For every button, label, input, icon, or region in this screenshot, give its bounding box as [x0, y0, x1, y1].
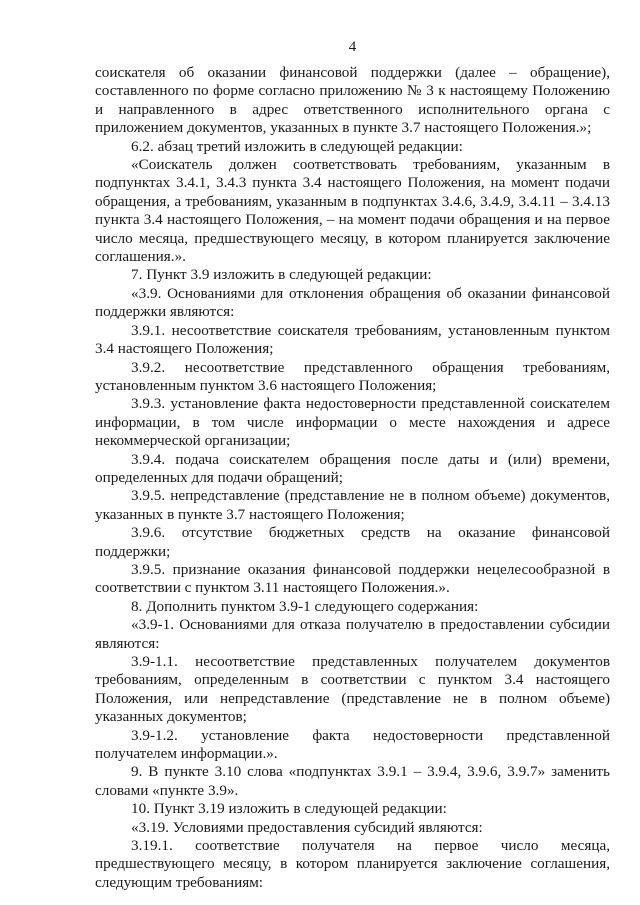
paragraph: 3.9.5. признание оказания финансовой поддержки нецелесообразной в соответствии с пунктом 3.11 настоящего Положения.».: [95, 560, 610, 597]
page-number: 4: [348, 39, 357, 55]
paragraph: 3.9-1.1. несоответствие представленных получателем документов требованиям, определенным в соответствии с пунктом 3.4 настоящего Положения, или непредставление (представление не в полном объеме) указанных документов;: [95, 653, 610, 726]
paragraph: «3.9. Основаниями для отклонения обращения об оказании финансовой поддержки являются:: [95, 284, 610, 321]
paragraph: 3.9.5. непредставление (представление не в полном объеме) документов, указанных в пункте 3.7 настоящего Положения;: [95, 487, 610, 523]
paragraph: 3.9.3. установление факта недостоверности представленной соискателем информации, в том числе информации о месте нахождения и адресе некоммерческой организации;: [95, 395, 610, 450]
paragraph: 9. В пункте 3.10 слова «подпунктах 3.9.1 – 3.9.4, 3.9.6, 3.9.7» заменить словами «пункте 3.9».: [95, 763, 610, 799]
paragraph: «3.9-1. Основаниями для отказа получателю в предоставлении субсидии являются:: [95, 616, 610, 652]
paragraph: 3.9.4. подача соискателем обращения после даты и (или) времени, определенных для подачи обращений;: [95, 450, 610, 486]
paragraph: «3.19. Условиями предоставления субсидий являются:: [131, 818, 483, 836]
paragraph: «Соискатель должен соответствовать требованиям, указанным в подпунктах 3.4.1, 3.4.3 пункта 3.4 настоящего Положения, на момент подачи обращения, а требованиям, указанным в подпунктах 3.4.6, 3.4.9, 3.4.11 – 3.4.13 пункта 3.4 настоящего Положения, – на момент подачи обращения и на первое число месяца, предшествующего месяцу, в котором планируется заключение соглашения.».: [95, 156, 610, 266]
paragraph: 3.19.1. соответствие получателя на первое число месяца, предшествующего месяцу, в котором планируется заключение соглашения, следующим требованиям:: [95, 837, 610, 891]
paragraph: 7. Пункт 3.9 изложить в следующей редакции:: [131, 266, 432, 284]
paragraph: 3.9.6. отсутствие бюджетных средств на оказание финансовой поддержки;: [95, 524, 610, 560]
document-body: [95, 64, 610, 892]
paragraph: 8. Дополнить пунктом 3.9-1 следующего содержания:: [131, 597, 479, 615]
paragraph: 10. Пункт 3.19 изложить в следующей редакции:: [131, 800, 447, 818]
paragraph: 3.9-1.2. установление факта недостоверности представленной получателем информации.».: [95, 726, 610, 763]
paragraph: 6.2. абзац третий изложить в следующей редакции:: [131, 137, 463, 155]
paragraph: соискателя об оказании финансовой поддержки (далее – обращение), составленного по форме согласно приложению № 3 к настоящему Положению и направленного в адрес ответственного исполнительного органа с приложением документов, указанных в пункте 3.7 настоящего Положения.»;: [95, 64, 610, 137]
paragraph: 3.9.2. несоответствие представленного обращения требованиям, установленным пунктом 3.6 настоящего Положения;: [95, 358, 610, 394]
paragraph: 3.9.1. несоответствие соискателя требованиям, установленным пунктом 3.4 настоящего Положения;: [95, 321, 610, 358]
